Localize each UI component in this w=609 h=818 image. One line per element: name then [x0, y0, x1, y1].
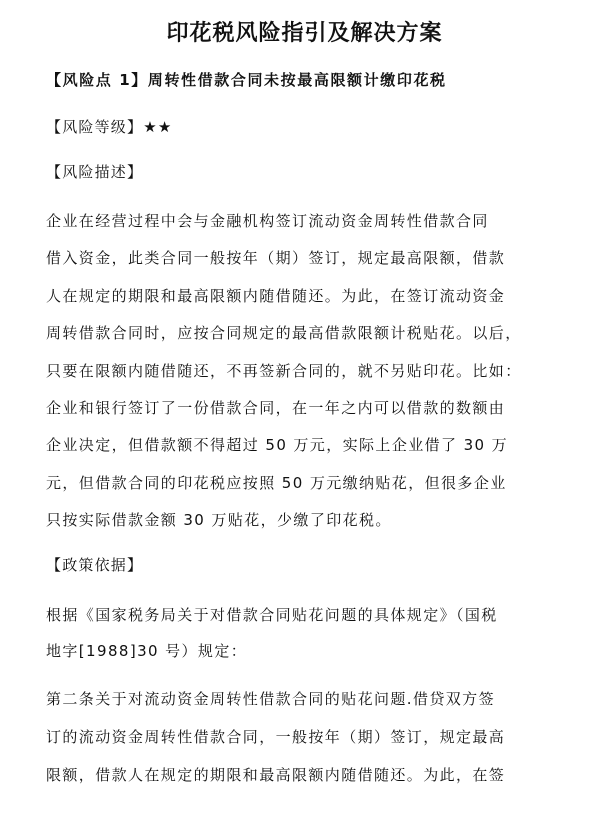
risk-point-heading: 【风险点 1】周转性借款合同未按最高限额计缴印花税 — [46, 71, 447, 89]
policy-basis-paragraph — [46, 597, 566, 669]
paragraph-line: 第二条关于对流动资金周转性借款合同的贴花问题.借贷双方签 — [46, 690, 495, 708]
paragraph-line: 根据《国家税务局关于对借款合同贴花问题的具体规定》（国税 — [46, 606, 498, 624]
paragraph-line: 企业在经营过程中会与金融机构签订流动资金周转性借款合同 — [46, 212, 489, 230]
paragraph-line: 元，但借款合同的印花税应按照 50 万元缴纳贴花，但很多企业 — [46, 473, 507, 492]
paragraph-line: 地字[1988]30 号）规定： — [46, 642, 248, 660]
policy-basis-label: 【政策依据】 — [46, 556, 144, 574]
paragraph-line: 限额，借款人在规定的期限和最高限额内随借随还。为此，在签 — [46, 766, 506, 784]
paragraph-line: 人在规定的期限和最高限额内随借随还。为此，在签订流动资金 — [46, 286, 506, 305]
paragraph-line: 企业决定，但借款额不得超过 50 万元，实际上企业借了 30 万 — [46, 436, 509, 455]
paragraph-line: 借入资金，此类合同一般按年（期）签订，规定最高限额，借款 — [46, 249, 506, 268]
paragraph-line: 只要在限额内随借随还，不再签新合同的，就不另贴印花。比如： — [46, 361, 522, 380]
paragraph-line: 只按实际借款金额 30 万贴花，少缴了印花税。 — [46, 511, 392, 530]
article-paragraph — [46, 680, 566, 794]
paragraph-line: 周转借款合同时，应按合同规定的最高借款限额计税贴花。以后， — [46, 324, 522, 343]
risk-description-label: 【风险描述】 — [46, 163, 144, 181]
risk-level-label: 【风险等级】★★ — [46, 118, 173, 136]
paragraph-line: 企业和银行签订了一份借款合同，在一年之内可以借款的数额由 — [46, 398, 506, 417]
risk-description-paragraph — [46, 203, 566, 540]
paragraph-line: 订的流动资金周转性借款合同，一般按年（期）签订，规定最高 — [46, 728, 506, 746]
document-title: 印花税风险指引及解决方案 — [166, 21, 443, 46]
